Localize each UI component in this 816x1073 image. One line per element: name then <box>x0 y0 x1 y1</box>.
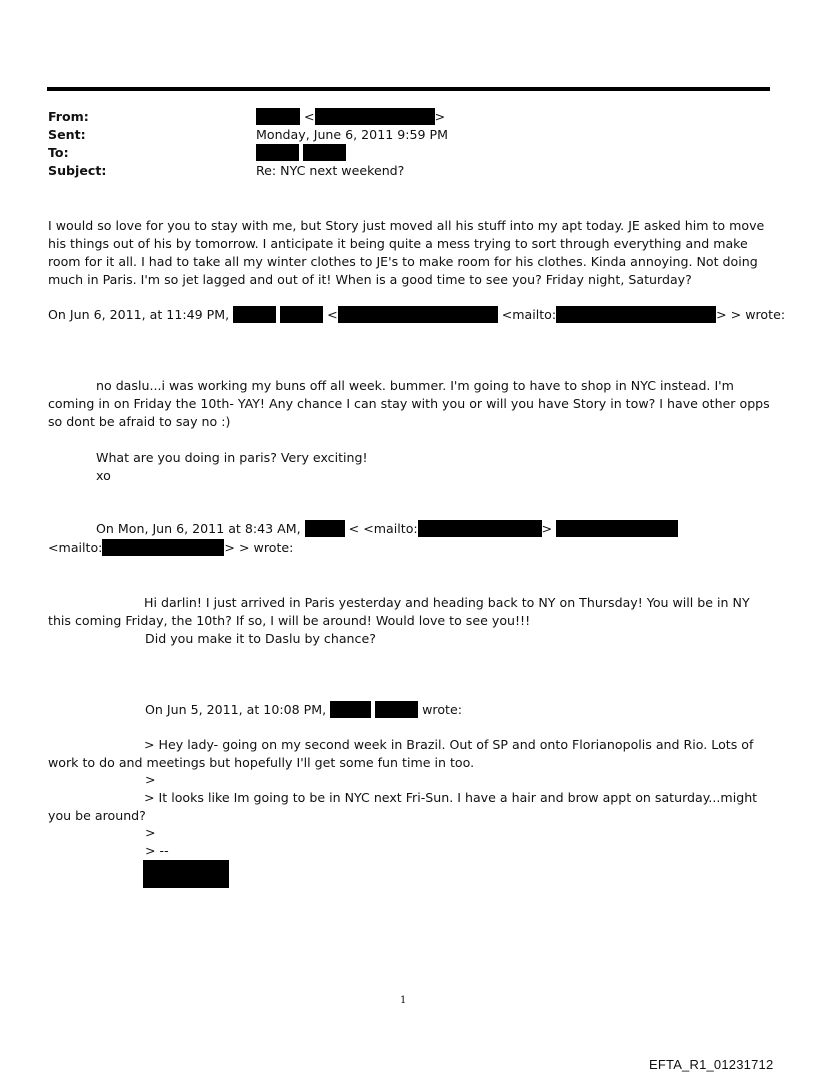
quote-2-wrote: > > wrote: <box>224 540 294 555</box>
from-lt: < <box>304 109 315 124</box>
quoted-line-marker: > <box>145 825 156 840</box>
redaction-block <box>256 144 299 161</box>
quoted-paragraph-3: > Hey lady- going on my second week in Brazil. Out of SP and onto Florianopolis and Rio. Lots of work to do and meetings but hopefully I'll get some fun time in too. <box>48 737 754 770</box>
quote-2-date: On Mon, Jun 6, 2011 at 8:43 AM, <box>96 521 301 536</box>
from-label: From: <box>48 109 89 124</box>
quote-header-2 <box>96 520 678 538</box>
quoted-paragraph-1: no daslu...i was working my buns off all week. bummer. I'm going to have to shop in NYC instead. I'm coming in on Friday the 10th- YAY! Any chance I can stay with you or will you have Story in tow? I have other opps so dont be afraid to say no :) <box>48 378 770 429</box>
quote-1-lt: < <box>327 307 338 322</box>
redaction-block <box>233 306 276 323</box>
quote-2-mailto: < <mailto: <box>348 521 418 536</box>
quoted-line-xo: xo <box>96 468 111 483</box>
quote-1-date: On Jun 6, 2011, at 11:49 PM, <box>48 307 230 322</box>
sent-label: Sent: <box>48 127 86 142</box>
to-value <box>256 144 346 162</box>
to-label: To: <box>48 145 69 160</box>
quoted-line-daslu: Did you make it to Daslu by chance? <box>145 631 376 646</box>
redaction-block <box>556 306 716 323</box>
subject-label: Subject: <box>48 163 107 178</box>
redaction-block <box>280 306 323 323</box>
redaction-block <box>418 520 542 537</box>
redaction-block <box>102 539 224 556</box>
quote-header-3 <box>145 701 462 719</box>
from-value <box>256 108 445 126</box>
redaction-block <box>338 306 498 323</box>
quote-2-gt: > <box>541 521 553 536</box>
subject-value: Re: NYC next weekend? <box>256 163 405 178</box>
quote-2-mailto-2: <mailto: <box>48 540 103 555</box>
from-gt: > <box>434 109 446 124</box>
quoted-paragraph-4: > It looks like Im going to be in NYC next Fri-Sun. I have a hair and brow appt on saturday...might you be around? <box>48 790 758 823</box>
redaction-block <box>315 108 435 125</box>
quote-1-mailto: <mailto: <box>501 307 557 322</box>
quoted-line-marker: > <box>145 772 156 787</box>
redaction-block <box>375 701 418 718</box>
quote-header-2-cont <box>48 539 293 557</box>
redaction-block <box>143 860 229 888</box>
sent-value: Monday, June 6, 2011 9:59 PM <box>256 127 448 142</box>
quote-3-wrote: wrote: <box>422 702 462 717</box>
quote-3-date: On Jun 5, 2011, at 10:08 PM, <box>145 702 327 717</box>
quoted-signature-dash: > -- <box>145 843 169 858</box>
redaction-block <box>256 108 300 125</box>
redaction-block <box>305 520 345 537</box>
page-number: 1 <box>400 995 407 1006</box>
redaction-block <box>303 144 346 161</box>
bates-number: EFTA_R1_01231712 <box>649 1057 774 1072</box>
quoted-paragraph-2: Hi darlin! I just arrived in Paris yesterday and heading back to NY on Thursday! You will be in NY this coming Friday, the 10th? If so, I will be around! Would love to see you!!! <box>48 595 750 628</box>
header-rule <box>47 87 770 91</box>
quote-header-1 <box>48 306 785 324</box>
reply-paragraph: I would so love for you to stay with me, but Story just moved all his stuff into my apt today. JE asked him to move his things out of his by tomorrow. I anticipate it being quite a mess trying to sort through everything and make room for it all. I had to take all my winter clothes to JE's to make room for his clothes. Kinda annoying. Not doing much in Paris. I'm so jet lagged and out of it! When is a good time to see you? Friday night, Saturday? <box>48 218 765 287</box>
redaction-block <box>556 520 678 537</box>
quoted-line-paris: What are you doing in paris? Very exciting! <box>96 450 368 465</box>
redaction-block <box>330 701 371 718</box>
quote-1-wrote: > > wrote: <box>716 307 786 322</box>
